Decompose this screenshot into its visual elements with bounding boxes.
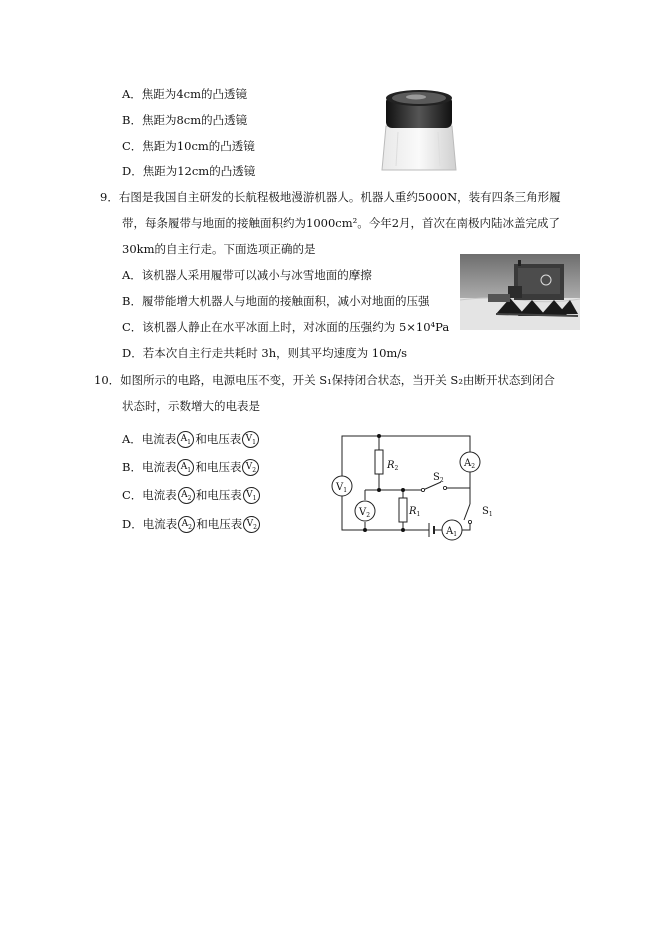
q9-option-d: D．若本次自主行走共耗时 3h，则其平均速度为 10m/s [122,346,408,360]
q10-stem-line2: 状态时，示数增大的电表是 [122,399,260,413]
s1-label: $S_1$ [482,506,493,518]
a1-label: $A_1$ [446,526,458,538]
v1-label: $V_1$ [336,482,348,494]
q9-option-b: B．履带能增大机器人与地面的接触面积，减小对地面的压强 [122,294,430,308]
voltmeter-icon: $V_2$ [243,516,260,533]
q9-option-c: C．该机器人静止在水平冰面上时，对冰面的压强约为 5×10⁴Pa [122,320,450,334]
a2-label: $A_2$ [464,458,476,470]
q9-stem-line1: 9．右图是我国自主研发的长航程极地漫游机器人。机器人重约5000N，装有四条三角形履 [100,190,561,204]
s2-label: $S_2$ [433,472,444,484]
q8-option-c: C．焦距为10cm的凸透镜 [122,139,255,153]
circuit-diagram [325,430,515,542]
ammeter-icon: $A_2$ [178,487,195,504]
ammeter-icon: $A_2$ [178,516,195,533]
voltmeter-icon: $V_1$ [242,431,259,448]
polar-robot-photo [460,254,580,330]
r1-label: $R_1$ [409,506,421,518]
q10-option-b: B．电流表 $A_1$ 和电压表 $V_2$ [122,459,260,477]
q9-option-a: A．该机器人采用履带可以减小与冰雪地面的摩擦 [122,268,372,282]
ammeter-icon: $A_1$ [177,459,194,476]
q9-stem-line2: 带，每条履带与地面的接触面积约为1000cm²。今年2月，首次在南极内陆冰盖完成了 [122,216,561,230]
r2-label: $R_2$ [387,460,399,472]
q10-option-d: D．电流表 $A_2$ 和电压表 $V_2$ [122,516,261,534]
q10-option-a: A．电流表 $A_1$ 和电压表 $V_1$ [122,431,260,449]
q10-option-c: C．电流表 $A_2$ 和电压表 $V_1$ [122,487,261,505]
q10-stem-line1: 10．如图所示的电路，电源电压不变，开关 S₁保持闭合状态，当开关 S₂由断开状态到闭合 [94,373,555,387]
ammeter-icon: $A_1$ [177,431,194,448]
q9-stem-line3: 30km的自主行走。下面选项正确的是 [122,242,316,256]
q8-option-a: A．焦距为4cm的凸透镜 [122,87,247,101]
q8-option-d: D．焦距为12cm的凸透镜 [122,164,256,178]
voltmeter-icon: $V_1$ [243,487,260,504]
v2-label: $V_2$ [359,507,371,519]
q8-option-b: B．焦距为8cm的凸透镜 [122,113,248,127]
magnifier-photo [378,86,460,172]
voltmeter-icon: $V_2$ [242,459,259,476]
